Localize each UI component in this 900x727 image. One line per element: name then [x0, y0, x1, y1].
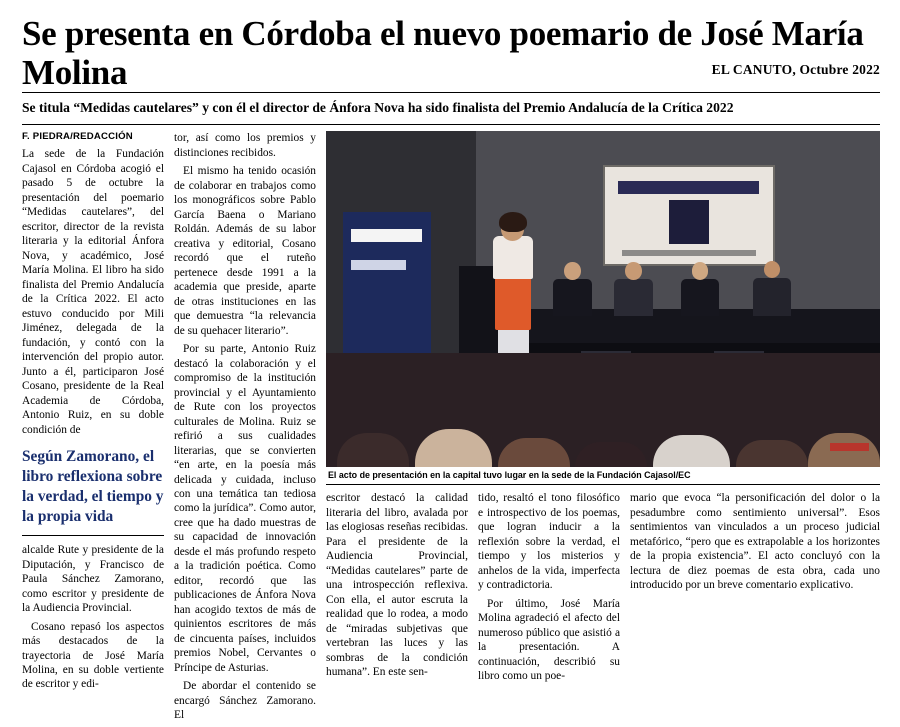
paragraph: alcalde Rute y presidente de la Diputación, y Francisco de Paula Sánchez Zamorano, como escritor y presidente de la Audiencia Provincial. [22, 544, 164, 615]
article-body [22, 131, 880, 726]
paragraph: De abordar el contenido se encargó Sánchez Zamorano. El [174, 680, 316, 722]
divider-pullquote [22, 535, 164, 536]
divider-top [22, 92, 880, 93]
paragraph: escritor destacó la calidad literaria del libro, avalada por las elogiosas reseñas recibidas. Para el presidente de la Audiencia Provincial, “Medidas cautelares” parte de una introspección reflexiva. Con ella, el autor escruta la realidad que lo rodea, a modo de “miradas subjetivas que vertebran las luces y las sombras de la condición humana”. En este sen- [326, 492, 468, 679]
event-photo [326, 131, 880, 467]
audience-member [337, 433, 409, 467]
banner-line-1 [351, 229, 422, 242]
projection-screen [603, 165, 775, 266]
audience-member [575, 442, 647, 467]
paragraph: mario que evoca “la personificación del dolor o la pesadumbre como sentimiento universal”. Esos sentimientos van vinculados a un proceso judicial metafórico, “pero que es extrapolable a los horizontes de la propia existencia”. El acto concluyó con la lectura de diez poemas de esta obra, cada uno introducido por un breve comentario explicativo. [630, 492, 880, 592]
paragraph: Cosano repasó los aspectos más destacados de la trayectoria de José María Molina, en su doble vertiente de escritor y edi- [22, 620, 164, 691]
panelist-2-head [625, 262, 642, 279]
audience-member [736, 440, 808, 467]
panelist-4 [753, 278, 792, 317]
column-2 [174, 131, 316, 726]
photo-caption: El acto de presentación en la capital tuvo lugar en la sede de la Fundación Cajasol/EC [326, 467, 880, 485]
speaker-hair [499, 212, 527, 232]
panelist-1-head [564, 262, 581, 279]
newspaper-page [0, 14, 900, 722]
paragraph: Por último, José María Molina agradeció el afecto del numeroso público que asistió a la presentación. A continuación, describió su libro como un poe- [478, 597, 620, 683]
panelist-3 [681, 279, 720, 316]
masthead-row [22, 62, 880, 84]
paragraph: El mismo ha tenido ocasión de colaborar en trabajos como los monográficos sobre Pablo García Baena o Mariano Roldán. Además de su labor creativa y editorial, Cosano recordó que el ruteño pertenece desde 1991 a la academia que preside, aparte de otras instituciones en las que demuestra “la relevancia de su quehacer literario”. [174, 165, 316, 337]
page-title: Se presenta en Córdoba el nuevo poemario de José María Molina [22, 14, 864, 93]
audience-foreground [326, 353, 880, 467]
audience-member [653, 435, 731, 467]
column-4 [478, 491, 620, 687]
column-3 [326, 491, 468, 687]
photo-and-columns [326, 131, 880, 687]
masthead-label: EL CANUTO, Octubre 2022 [711, 62, 880, 78]
screen-title-band [618, 181, 759, 195]
lower-columns [326, 491, 880, 687]
pull-quote: Según Zamorano, el libro reflexiona sobre la verdad, el tiempo y la propia vida [22, 448, 164, 526]
paragraph: La sede de la Fundación Cajasol en Córdoba acogió el pasado 5 de octubre la presentación del poemario “Medidas cautelares”, del escritor, director de la revista literaria y la editorial Ánfora Nova, y académico, José María Molina. El libro ha sido finalista del Premio Andalucía de la Crítica 2022. El acto estuvo conducido por Mili Jiménez, delegada de la fundación, y contó con la intervención del propio autor. Junto a él, participaron José Cosano, presidente de la Real Academia de Córdoba, Antonio Ruiz, en su doble condición de [22, 148, 164, 436]
paragraph: tido, resaltó el tono filosófico e introspectivo de los poemas, que logran inducir a la reflexión sobre la verdad, el tiempo y los misterios y anhelos de la vida, imperfecta y contradictoria. [478, 492, 620, 592]
column-5 [630, 491, 880, 687]
screen-text-band [622, 250, 756, 256]
screen-book-cover [669, 200, 709, 245]
audience-member [415, 429, 493, 468]
panelist-3-head [692, 262, 709, 279]
paragraph: tor, así como los premios y distinciones recibidos. [174, 132, 316, 159]
banner-line-2 [351, 260, 406, 270]
paragraph: Por su parte, Antonio Ruiz destacó la colaboración y el compromiso de la institución provincial y el Ayuntamiento de Rute con los proyectos culturales de Molina. Ruiz se refirió a sus cualidades literarias, que se convierten “en arte, en la poesía más delicada y cuidada, incluso con una temática tan tediosa como la jurídica”. Como autor, cree que ha dado muestras de su capacidad de innovación desde el más profundo respeto a la tradición poética. Como editor, recordó que las publicaciones de Ánfora Nova han acogido textos de más de quinientos escritores de más de cincuenta países, incluidos premios Nobel, Cervantes o Príncipe de Asturias. [174, 343, 316, 674]
panelist-1 [553, 279, 592, 316]
panelist-2 [614, 279, 653, 316]
byline: F. PIEDRA/REDACCIÓN [22, 131, 133, 143]
speaker-skirt [495, 276, 531, 330]
subheadline: Se titula “Medidas cautelares” y con él el director de Ánfora Nova ha sido finalista del Premio Andalucía de la Crítica 2022 [22, 100, 734, 116]
speaker-top [493, 236, 533, 280]
divider-subhead [22, 124, 880, 125]
column-1 [22, 131, 164, 696]
photo-figure [326, 131, 880, 491]
reserved-sign [830, 443, 869, 451]
audience-member [498, 438, 570, 468]
sponsor-banner [343, 212, 432, 353]
